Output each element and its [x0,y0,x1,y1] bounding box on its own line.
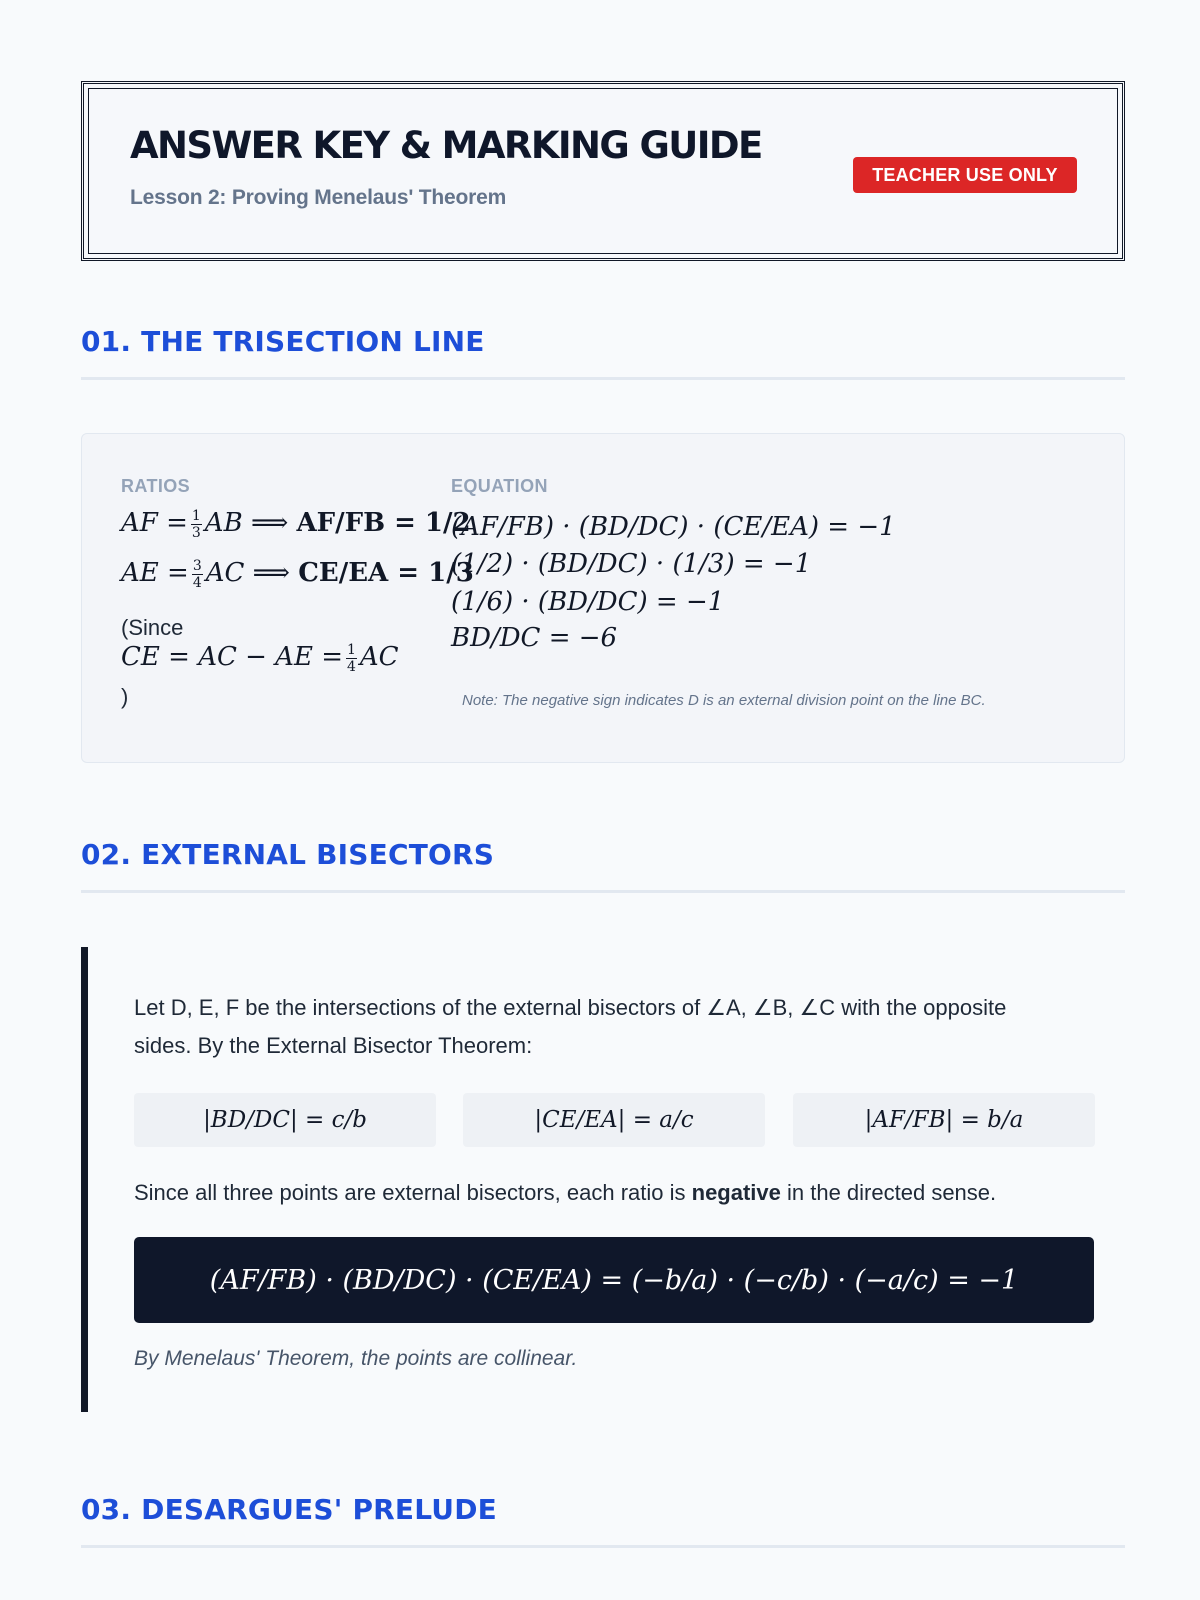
sign-text-before: Since all three points are external bisectors, each ratio is [134,1180,692,1205]
equation-line-4: BD/DC = −6 [451,623,618,653]
page-header [81,81,1125,261]
bisector-intro: Let D, E, F be the intersections of the external bisectors of ∠A, ∠B, ∠C with the opposite sides. By the External Bisector Theorem: [134,995,1007,1058]
fraction-one-quarter: $\frac{1}{4}$ [346,641,356,675]
since-math: CE = AC − AE = $\frac{1}{4}$ AC [121,641,399,675]
negative-emphasis: negative [691,1180,781,1205]
sign-explanation [134,1174,1094,1212]
sign-text-after: in the directed sense. [780,1180,997,1205]
section-2-heading: 02. EXTERNAL BISECTORS [81,838,495,871]
menelaus-product-panel: (AF/FB) · (BD/DC) · (CE/EA) = (−b/a) · (−c/b) · (−a/c) = −1 [134,1237,1094,1323]
collinear-conclusion: By Menelaus' Theorem, the points are collinear. [134,1347,578,1370]
since-close: ) [121,684,129,709]
ratio-line-ae: AE = $\frac{3}{4}$ AC ⟹ CE/EA = 1/3 [121,557,474,591]
equation-line-2: (1/2) · (BD/DC) · (1/3) = −1 [451,549,812,579]
ratio-line-af: AF = $\frac{1}{3}$ AB ⟹ AF/FB = 1/2 [121,507,471,541]
section-1-heading: 01. THE TRISECTION LINE [81,325,485,358]
equation-label: EQUATION [451,476,548,496]
section-1-heading-wrap [81,325,1125,380]
trisection-answer-box [81,433,1125,763]
ratio-pill-af-fb: |AF/FB| = b/a [793,1093,1095,1147]
ratio-pill-ce-ea: |CE/EA| = a/c [463,1093,765,1147]
page-title: ANSWER KEY & MARKING GUIDE [130,124,762,167]
ratios-label: RATIOS [121,476,191,496]
fraction-three-quarters: $\frac{3}{4}$ [192,557,202,591]
section-3-heading: 03. DESARGUES' PRELUDE [81,1493,498,1526]
since-open: (Since [121,615,184,640]
fraction-one-third: $\frac{1}{3}$ [191,507,201,541]
external-division-note: Note: The negative sign indicates D is an external division point on the line BC. [462,692,986,709]
section-2-heading-wrap [81,838,1125,893]
equation-line-1: (AF/FB) · (BD/DC) · (CE/EA) = −1 [451,512,896,542]
external-bisectors-block [81,947,1125,1412]
section-3-heading-wrap [81,1493,1125,1548]
lesson-subtitle: Lesson 2: Proving Menelaus' Theorem [130,186,507,209]
answer-key-page [81,81,1125,1526]
teacher-use-badge: TEACHER USE ONLY [853,157,1077,193]
equation-line-3: (1/6) · (BD/DC) = −1 [451,587,725,617]
ratio-pill-bd-dc: |BD/DC| = c/b [134,1093,436,1147]
